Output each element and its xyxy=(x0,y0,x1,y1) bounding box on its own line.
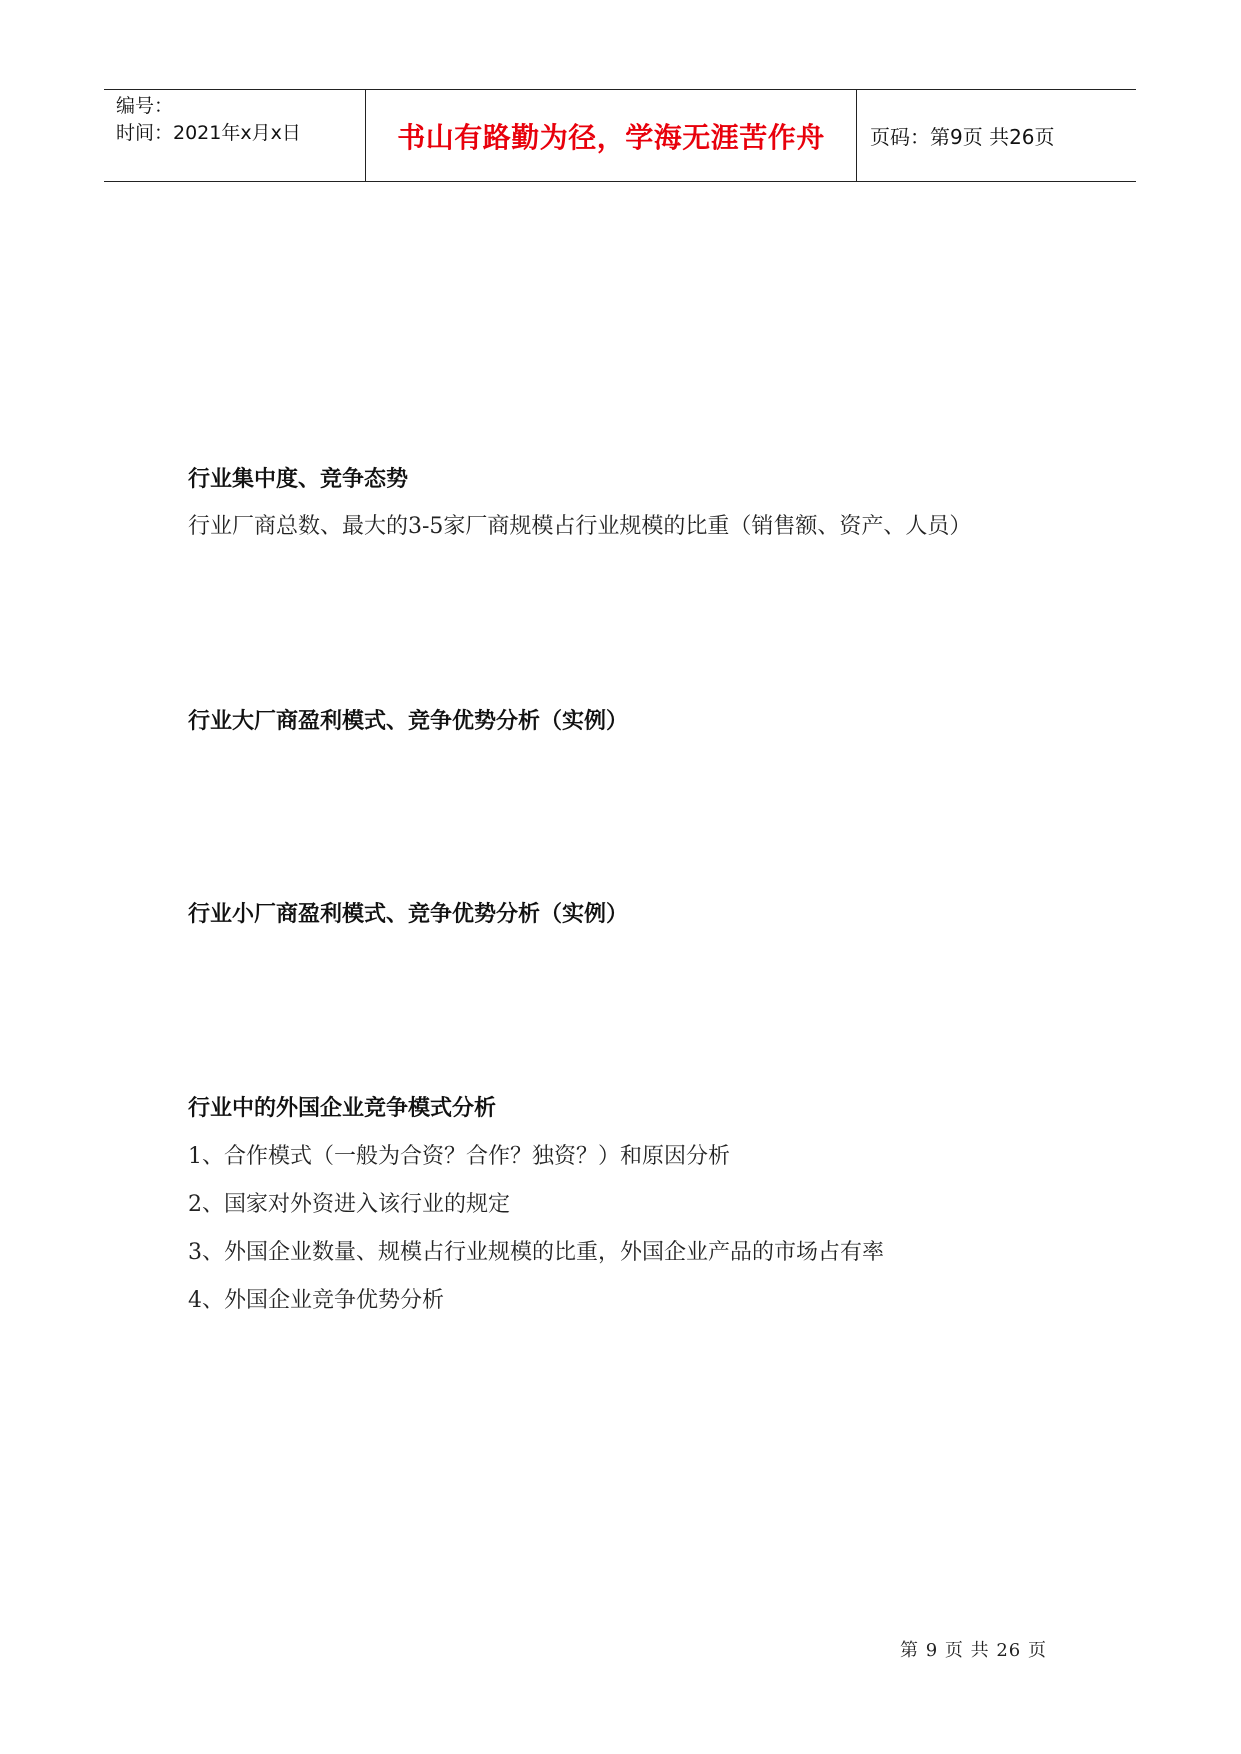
section-heading-small-firms: 行业小厂商盈利模式、竞争优势分析（实例） xyxy=(188,901,629,927)
section-paragraph-concentration: 行业厂商总数、最大的3-5家厂商规模占行业规模的比重（销售额、资产、人员） xyxy=(188,514,972,539)
section-heading-foreign-firms: 行业中的外国企业竞争模式分析 xyxy=(188,1095,497,1121)
list-item: 4、外国企业竞争优势分析 xyxy=(188,1288,444,1313)
list-item: 2、国家对外资进入该行业的规定 xyxy=(188,1192,510,1217)
document-time-label: 时间：2021年x月x日 xyxy=(116,122,301,144)
section-heading-large-firms: 行业大厂商盈利模式、竞争优势分析（实例） xyxy=(188,708,629,734)
page-header xyxy=(104,89,1136,182)
header-motto-cell xyxy=(366,90,857,181)
motto-text: 书山有路勤为径，学海无涯苦作舟 xyxy=(397,120,825,154)
document-number-label: 编号： xyxy=(116,95,174,117)
header-page-info: 页码：第9页 共26页 xyxy=(870,125,1055,149)
section-heading-concentration: 行业集中度、竞争态势 xyxy=(188,466,409,492)
list-item: 1、合作模式（一般为合资？合作？独资？）和原因分析 xyxy=(188,1144,730,1169)
page-footer: 第 9 页 共 26 页 xyxy=(900,1640,1047,1661)
header-meta-cell xyxy=(104,90,366,181)
list-item: 3、外国企业数量、规模占行业规模的比重，外国企业产品的市场占有率 xyxy=(188,1240,884,1265)
